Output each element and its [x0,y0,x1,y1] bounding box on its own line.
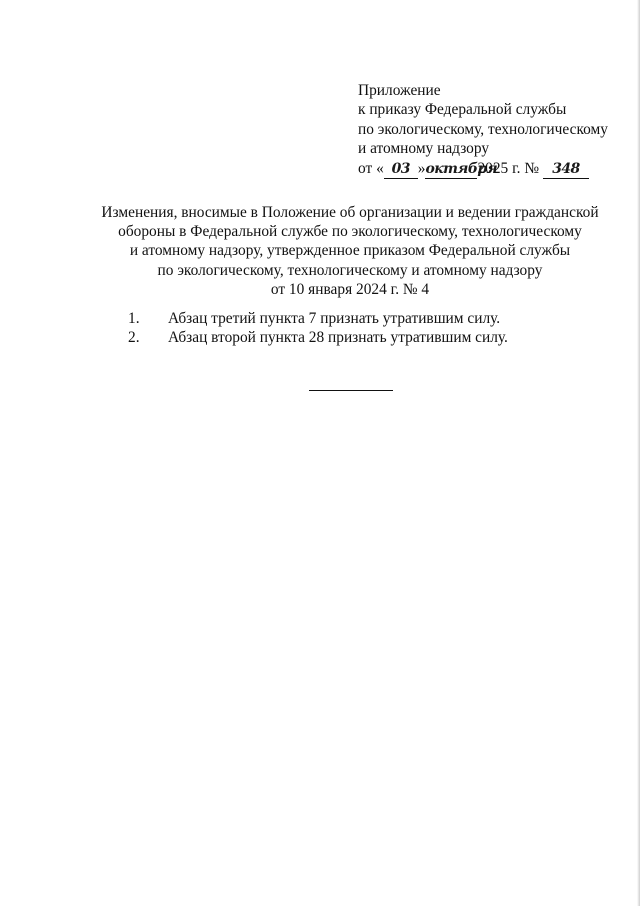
appendix-date-line [358,159,608,179]
date-prefix: от « [358,159,384,177]
date-month-field [425,160,498,179]
appendix-block [358,81,608,179]
item-number: 1. [128,310,140,327]
date-suffix: 2025 г. № [477,159,540,177]
appendix-heading: Приложение [358,82,441,99]
appendix-order-ref: к приказу Федеральной службы [358,101,567,119]
date-day: 03 [391,160,410,177]
date-quote-close: » [417,159,426,177]
item-number: 2. [128,329,140,347]
list-item [128,309,508,328]
order-number-field [543,162,589,179]
appendix-service-name-cont: и атомному надзору [358,140,490,158]
item-text: Абзац второй пункта 28 признать утратившим силу. [168,329,508,347]
title-line: по экологическому, технологическому и атомному надзору [157,261,543,279]
item-text: Абзац третий пункта 7 признать утратившим силу. [168,310,501,327]
title-line: и атомному надзору, утвержденное приказом Федеральной службы [129,242,571,260]
title-line: обороны в Федеральной службе по экологическому, технологическому [118,223,582,241]
list-item [128,328,508,347]
date-day-field [384,162,418,179]
document-title [70,203,630,299]
amendment-list [128,309,508,348]
end-divider [309,390,393,391]
title-line: Изменения, вносимые в Положение об организации и ведении гражданской [101,204,599,221]
appendix-service-name: по экологическому, технологическому [358,120,608,138]
date-month: октября [425,160,498,177]
title-line: от 10 января 2024 г. № 4 [270,280,430,298]
order-number: 348 [552,160,580,177]
